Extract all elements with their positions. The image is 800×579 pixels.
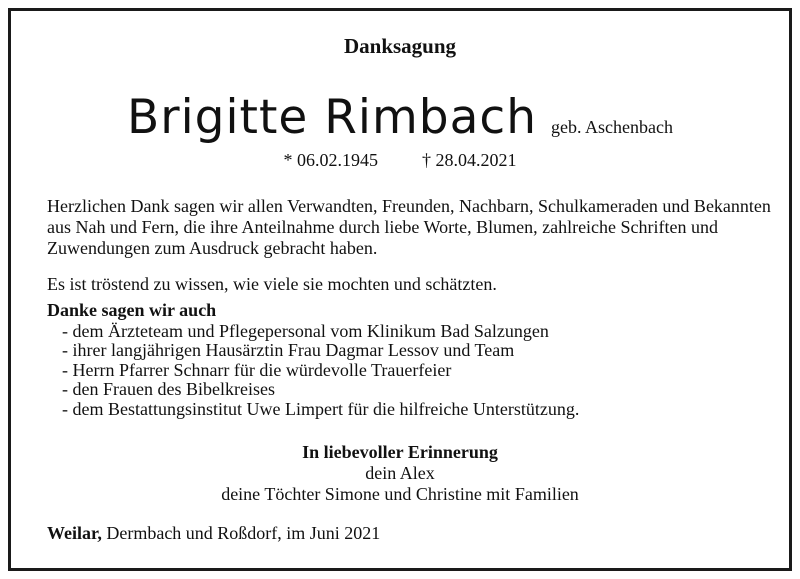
place-town: Weilar, bbox=[47, 523, 102, 543]
thanks-paragraph: Herzlichen Dank sagen wir allen Verwandten, Freunden, Nachbarn, Schulkameraden und Bekannten aus Nah und Fern, die ihre Anteilnahme durch liebe Worte, Blumen, zahlreiche Schriften und Zuwendungen zum Ausdruck gebracht haben. bbox=[47, 196, 771, 258]
name-row bbox=[0, 90, 800, 145]
notice-heading: Danksagung bbox=[343, 34, 457, 58]
list-item: - dem Ärzteteam und Pflegepersonal vom Klinikum Bad Salzungen bbox=[62, 322, 579, 341]
deceased-name: Brigitte Rimbach bbox=[127, 90, 538, 145]
list-item: - den Frauen des Bibelkreises bbox=[62, 380, 579, 399]
thanks-list bbox=[62, 322, 579, 419]
death-date: † 28.04.2021 bbox=[422, 150, 517, 170]
birth-date: * 06.02.1945 bbox=[283, 150, 378, 170]
life-dates bbox=[0, 150, 800, 171]
thanks-heading: Danke sagen wir auch bbox=[47, 300, 217, 320]
place-date-line bbox=[47, 523, 380, 544]
closing-lead: In liebevoller Erinnerung bbox=[302, 442, 498, 462]
list-item: - ihrer langjährigen Hausärztin Frau Dagmar Lessov und Team bbox=[62, 341, 579, 360]
place-rest: Dermbach und Roßdorf, im Juni 2021 bbox=[106, 523, 381, 543]
closing-signer-2: deine Töchter Simone und Christine mit Familien bbox=[221, 484, 579, 504]
list-item: - Herrn Pfarrer Schnarr für die würdevolle Trauerfeier bbox=[62, 361, 579, 380]
closing-block bbox=[0, 442, 800, 505]
list-item: - dem Bestattungsinstitut Uwe Limpert für die hilfreiche Unterstützung. bbox=[62, 400, 579, 419]
comfort-paragraph: Es ist tröstend zu wissen, wie viele sie mochten und schätzten. bbox=[47, 274, 497, 294]
closing-signer-1: dein Alex bbox=[365, 463, 435, 483]
maiden-name: geb. Aschenbach bbox=[551, 117, 673, 137]
